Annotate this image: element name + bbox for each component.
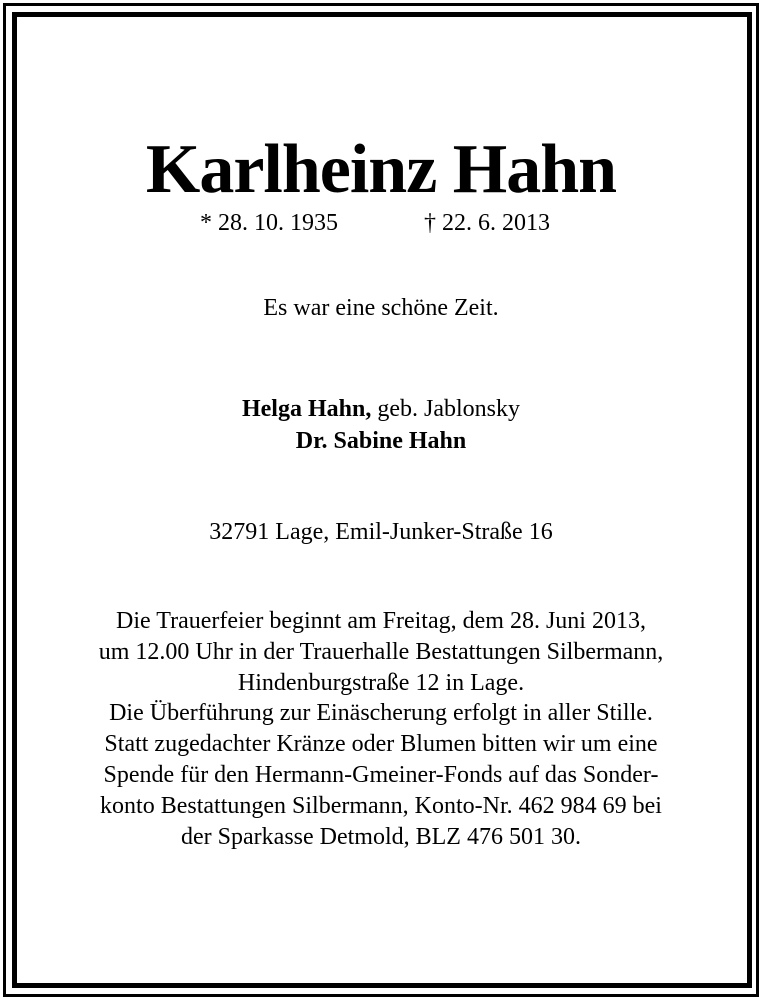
notice-line: Die Trauerfeier beginnt am Freitag, dem 28. Juni 2013, [116, 608, 646, 634]
funeral-notice [22, 606, 740, 852]
motto: Es war eine schöne Zeit. [263, 295, 499, 321]
mourner-1-name: Helga Hahn, [241, 396, 372, 422]
mourner-line-1 [22, 393, 740, 425]
mourner-1-maiden-name: geb. Jablonsky [371, 396, 520, 422]
deceased-name: Karlheinz Hahn [145, 131, 617, 208]
notice-line: um 12.00 Uhr in der Trauerhalle Bestattungen Silbermann, [98, 638, 664, 665]
notice-line: Spende für den Hermann-Gmeiner-Fonds auf das Sonder- [103, 761, 659, 788]
notice-line: Statt zugedachter Kränze oder Blumen bitten wir um eine [104, 731, 658, 758]
notice-line: konto Bestattungen Silbermann, Konto-Nr. 462 984 69 bei [100, 792, 662, 819]
notice-line: Die Überführung zur Einäscherung erfolgt in aller Stille. [109, 700, 653, 727]
notice-line: der Sparkasse Detmold, BLZ 476 501 30. [181, 823, 581, 850]
mourner-2-name: Dr. Sabine Hahn [295, 428, 467, 454]
address: 32791 Lage, Emil-Junker-Straße 16 [209, 519, 553, 545]
mourners [22, 393, 740, 457]
death-date: † 22. 6. 2013 [424, 210, 550, 236]
mourner-line-2 [22, 425, 740, 457]
notice-line: Hindenburgstraße 12 in Lage. [237, 669, 525, 696]
birth-date: * 28. 10. 1935 [200, 210, 338, 236]
